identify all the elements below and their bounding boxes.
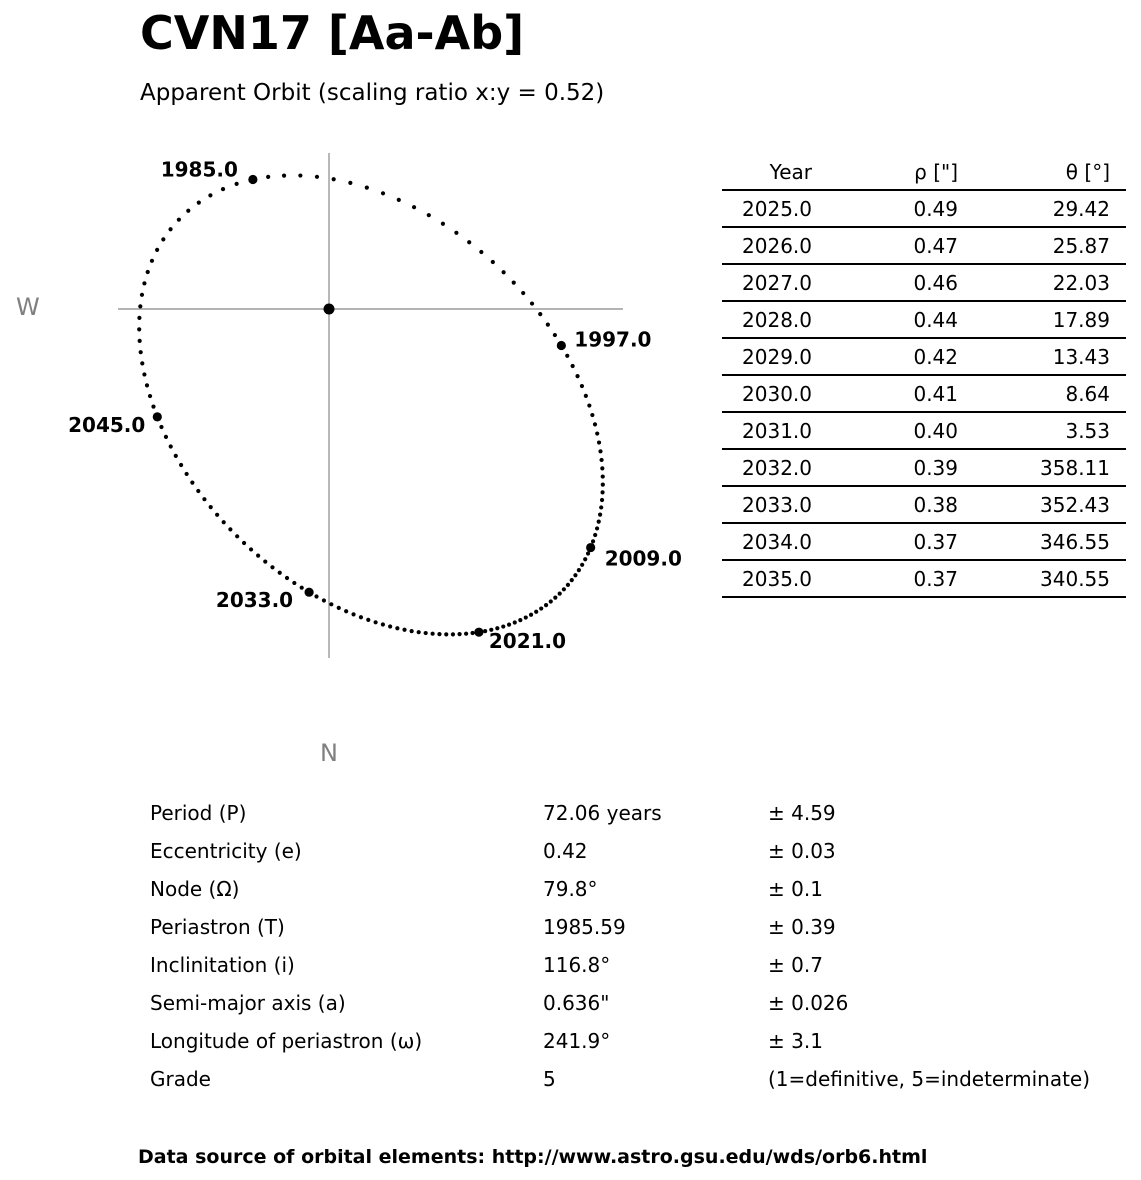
orbit-dot: [467, 240, 471, 244]
eph-year-cell: 2026.0: [722, 227, 812, 264]
north-axis-label: N: [320, 739, 338, 767]
eph-rho-cell: 0.44: [812, 301, 958, 338]
eph-theta-cell: 25.87: [958, 227, 1126, 264]
eph-year-cell: 2025.0: [722, 190, 812, 227]
orbit-dot: [427, 213, 431, 217]
orbit-dot: [222, 520, 226, 524]
orbit-dot: [586, 551, 590, 555]
eph-theta-cell: 346.55: [958, 523, 1126, 560]
orbit-dot: [501, 624, 505, 628]
orbit-dot: [285, 576, 289, 580]
orbit-dot: [282, 173, 286, 177]
param-row-grade: [0, 1060, 1141, 1098]
orbit-dot: [553, 333, 557, 337]
table-row: [722, 338, 1126, 375]
param-label: Eccentricity (e): [150, 839, 302, 863]
orbit-dot: [209, 505, 213, 509]
orbit-dot: [566, 583, 570, 587]
table-row: [722, 523, 1126, 560]
eph-theta-cell: 340.55: [958, 560, 1126, 597]
param-row-inclination: [0, 946, 1141, 984]
orbit-dot: [595, 526, 599, 530]
orbit-dot: [454, 231, 458, 235]
epoch-marker-dot: [153, 412, 162, 421]
orbit-dot: [524, 615, 528, 619]
orbit-dot: [146, 270, 150, 274]
eph-rho-cell: 0.39: [812, 449, 958, 486]
orbit-dot: [513, 620, 517, 624]
epoch-label-2045: 2045.0: [68, 412, 146, 437]
epoch-label-2021: 2021.0: [488, 629, 567, 654]
param-error: ± 0.03: [768, 839, 836, 863]
orbit-dot: [444, 632, 448, 636]
orbit-dot: [138, 339, 142, 343]
orbit-dot: [601, 482, 605, 486]
orbit-dot: [366, 618, 370, 622]
orbit-dot: [344, 609, 348, 613]
ephemeris-header-row: [722, 154, 1126, 190]
eph-theta-cell: 22.03: [958, 264, 1126, 301]
param-error: ± 0.7: [768, 953, 823, 977]
orbit-dot: [600, 466, 604, 470]
orbit-dot: [539, 606, 543, 610]
orbit-dot: [185, 472, 189, 476]
eph-year-cell: 2030.0: [722, 375, 812, 412]
orbit-dot: [142, 281, 146, 285]
param-label: Periastron (T): [150, 915, 285, 939]
orbit-dot: [266, 175, 270, 179]
eph-col-theta: θ [°]: [958, 154, 1126, 190]
param-value: 72.06 years: [543, 801, 662, 825]
epoch-marker-dot: [557, 341, 566, 350]
table-row: [722, 375, 1126, 412]
orbit-dot: [521, 291, 525, 295]
orbit-dot: [186, 209, 190, 213]
orbit-dot: [570, 578, 574, 582]
eph-rho-cell: 0.41: [812, 375, 958, 412]
orbit-dot: [151, 404, 155, 408]
orbit-dot: [412, 205, 416, 209]
eph-year-cell: 2032.0: [722, 449, 812, 486]
orbit-dot: [381, 191, 385, 195]
eph-year-cell: 2034.0: [722, 523, 812, 560]
primary-star-dot: [324, 304, 335, 315]
epoch-label-2033: 2033.0: [215, 588, 294, 613]
orbit-dot: [155, 248, 159, 252]
orbit-dot: [235, 182, 239, 186]
param-value: 0.636": [543, 991, 610, 1015]
table-row: [722, 264, 1126, 301]
orbit-dot: [292, 581, 296, 585]
orbit-dot: [190, 480, 194, 484]
ephemeris-table: [722, 154, 1126, 598]
orbit-dot: [565, 354, 569, 358]
orbit-dot: [502, 270, 506, 274]
orbit-dot: [583, 557, 587, 561]
param-error: ± 4.59: [768, 801, 836, 825]
eph-rho-cell: 0.49: [812, 190, 958, 227]
eph-theta-cell: 17.89: [958, 301, 1126, 338]
orbit-dot: [365, 186, 369, 190]
orbit-dot: [410, 629, 414, 633]
orbit-dot: [139, 350, 143, 354]
orbit-dot: [575, 374, 579, 378]
eph-col-year: Year: [722, 154, 812, 190]
orbit-dot: [161, 237, 165, 241]
param-value: 1985.59: [543, 915, 626, 939]
epoch-label-1997: 1997.0: [574, 327, 652, 352]
orbit-dot: [242, 541, 246, 545]
orbit-dot: [329, 602, 333, 606]
orbit-dot: [597, 520, 601, 524]
orbit-dot: [174, 454, 178, 458]
table-row: [722, 486, 1126, 523]
orbit-dot: [600, 490, 604, 494]
orbit-dot: [424, 631, 428, 635]
orbit-dot: [577, 568, 581, 572]
orbit-dot: [534, 610, 538, 614]
param-value: 79.8°: [543, 877, 598, 901]
eph-col-rho: ρ ["]: [812, 154, 958, 190]
orbit-dot: [549, 599, 553, 603]
param-label: Period (P): [150, 801, 247, 825]
table-row: [722, 227, 1126, 264]
orbit-dot: [580, 563, 584, 567]
orbit-dot: [179, 463, 183, 467]
param-label: Node (Ω): [150, 877, 240, 901]
orbit-dot: [388, 624, 392, 628]
orbit-dot: [300, 586, 304, 590]
eph-year-cell: 2027.0: [722, 264, 812, 301]
param-error: ± 3.1: [768, 1029, 823, 1053]
west-axis-label: W: [16, 293, 40, 321]
orbit-dot: [235, 534, 239, 538]
orbit-dot: [177, 218, 181, 222]
orbit-dot: [479, 250, 483, 254]
orbit-dot: [593, 533, 597, 537]
orbit-dot: [571, 364, 575, 368]
orbit-dot: [595, 431, 599, 435]
eph-theta-cell: 8.64: [958, 375, 1126, 412]
orbit-dot: [221, 187, 225, 191]
orbit-dot: [599, 458, 603, 462]
orbit-dot: [584, 394, 588, 398]
eph-year-cell: 2031.0: [722, 412, 812, 449]
orbit-dot: [546, 323, 550, 327]
orbit-dot: [437, 632, 441, 636]
eph-theta-cell: 13.43: [958, 338, 1126, 375]
orbit-dot: [374, 620, 378, 624]
orbit-dot: [587, 403, 591, 407]
orbit-dot: [332, 177, 336, 181]
eph-rho-cell: 0.37: [812, 560, 958, 597]
table-row: [722, 190, 1126, 227]
epoch-marker-dot: [474, 628, 483, 637]
orbit-dot: [483, 629, 487, 633]
orbit-dot: [558, 591, 562, 595]
eph-year-cell: 2029.0: [722, 338, 812, 375]
param-row-semimajor-axis: [0, 984, 1141, 1022]
eph-theta-cell: 358.11: [958, 449, 1126, 486]
orbit-dot: [507, 623, 511, 627]
param-label: Semi-major axis (a): [150, 991, 346, 1015]
orbit-dot: [598, 513, 602, 517]
param-label: Longitude of periastron (ω): [150, 1029, 423, 1053]
orbit-dot: [148, 394, 152, 398]
orbit-dot: [322, 598, 326, 602]
eph-theta-cell: 352.43: [958, 486, 1126, 523]
orbit-dot: [544, 603, 548, 607]
ephemeris-table-container: [722, 154, 1126, 598]
orbit-dot: [137, 327, 141, 331]
param-row-periastron: [0, 908, 1141, 946]
orbit-dot: [553, 596, 557, 600]
orbit-plot: [0, 0, 710, 790]
orbit-dot: [168, 227, 172, 231]
epoch-marker-dot: [305, 588, 314, 597]
orbit-dot: [298, 173, 302, 177]
orbit-dot: [315, 175, 319, 179]
orbit-dot: [249, 547, 253, 551]
param-row-node: [0, 870, 1141, 908]
table-row: [722, 560, 1126, 597]
orbit-dot: [142, 372, 146, 376]
orbit-dot: [597, 440, 601, 444]
orbit-dot: [599, 505, 603, 509]
orbit-dot: [580, 384, 584, 388]
param-value: 116.8°: [543, 953, 611, 977]
orbit-dot: [464, 632, 468, 636]
table-row: [722, 449, 1126, 486]
orbit-dot: [601, 474, 605, 478]
epoch-label-1985: 1985.0: [160, 157, 238, 182]
param-value: 0.42: [543, 839, 588, 863]
orbit-dot: [314, 594, 318, 598]
orbit-dot: [457, 632, 461, 636]
orbit-dot: [270, 565, 274, 569]
orbit-dot: [348, 181, 352, 185]
epoch-marker-dot: [586, 543, 595, 552]
eph-rho-cell: 0.38: [812, 486, 958, 523]
eph-rho-cell: 0.46: [812, 264, 958, 301]
orbit-dot: [159, 425, 163, 429]
orbit-dot: [228, 527, 232, 531]
eph-year-cell: 2033.0: [722, 486, 812, 523]
orbit-dot: [145, 383, 149, 387]
orbit-dot: [491, 260, 495, 264]
orbit-dot: [562, 587, 566, 591]
param-value: 241.9°: [543, 1029, 611, 1053]
orbit-dot: [137, 316, 141, 320]
orbit-dot: [441, 222, 445, 226]
orbit-dot: [208, 193, 212, 197]
epoch-marker-dot: [248, 175, 257, 184]
data-source-note: Data source of orbital elements: http://www.astro.gsu.edu/wds/orb6.html: [138, 1146, 928, 1168]
orbit-dot: [573, 573, 577, 577]
orbit-dot: [215, 513, 219, 517]
orbit-dot: [593, 422, 597, 426]
orbit-dot: [451, 632, 455, 636]
param-label: Inclinitation (i): [150, 953, 295, 977]
orbit-dot: [590, 413, 594, 417]
orbit-dot: [600, 498, 604, 502]
orbit-dot: [530, 301, 534, 305]
param-row-period: [0, 794, 1141, 832]
param-label: Grade: [150, 1067, 211, 1091]
orbit-dot: [470, 631, 474, 635]
param-error: ± 0.1: [768, 877, 823, 901]
orbit-dots-group: [137, 173, 605, 636]
orbit-dot: [256, 554, 260, 558]
eph-rho-cell: 0.37: [812, 523, 958, 560]
orbit-dot: [591, 539, 595, 543]
orbit-dot: [402, 628, 406, 632]
orbit-dot: [518, 618, 522, 622]
orbit-dot: [538, 312, 542, 316]
table-row: [722, 412, 1126, 449]
eph-rho-cell: 0.40: [812, 412, 958, 449]
param-value: 5: [543, 1067, 556, 1091]
orbit-dot: [395, 626, 399, 630]
orbit-dot: [196, 489, 200, 493]
orbit-dot: [140, 361, 144, 365]
param-error: (1=definitive, 5=indeterminate): [768, 1067, 1091, 1091]
page-subtitle: Apparent Orbit (scaling ratio x:y = 0.52): [140, 80, 605, 106]
epoch-markers-group: [153, 175, 596, 637]
orbit-dot: [512, 281, 516, 285]
orbit-dot: [351, 612, 355, 616]
orbit-dot: [337, 606, 341, 610]
param-error: ± 0.026: [768, 991, 849, 1015]
orbit-dot: [431, 632, 435, 636]
orbit-dot: [202, 497, 206, 501]
eph-rho-cell: 0.42: [812, 338, 958, 375]
orbit-dot: [164, 435, 168, 439]
orbit-dot: [150, 259, 154, 263]
orbit-dot: [381, 622, 385, 626]
orbit-dot: [397, 198, 401, 202]
orbit-dot: [359, 615, 363, 619]
eph-year-cell: 2028.0: [722, 301, 812, 338]
orbit-dot: [529, 613, 533, 617]
table-row: [722, 301, 1126, 338]
orbit-dot: [140, 293, 144, 297]
eph-theta-cell: 29.42: [958, 190, 1126, 227]
eph-year-cell: 2035.0: [722, 560, 812, 597]
orbit-dot: [138, 304, 142, 308]
orbit-dot: [598, 449, 602, 453]
epoch-label-2009: 2009.0: [604, 546, 682, 571]
param-row-eccentricity: [0, 832, 1141, 870]
param-error: ± 0.39: [768, 915, 836, 939]
eph-theta-cell: 3.53: [958, 412, 1126, 449]
orbit-dot: [197, 201, 201, 205]
orbit-dot: [263, 559, 267, 563]
orbit-dot: [417, 630, 421, 634]
orbit-dot: [278, 571, 282, 575]
orbit-dot: [169, 444, 173, 448]
page-title: CVN17 [Aa-Ab]: [140, 6, 525, 60]
param-row-longitude-periastron: [0, 1022, 1141, 1060]
eph-rho-cell: 0.47: [812, 227, 958, 264]
